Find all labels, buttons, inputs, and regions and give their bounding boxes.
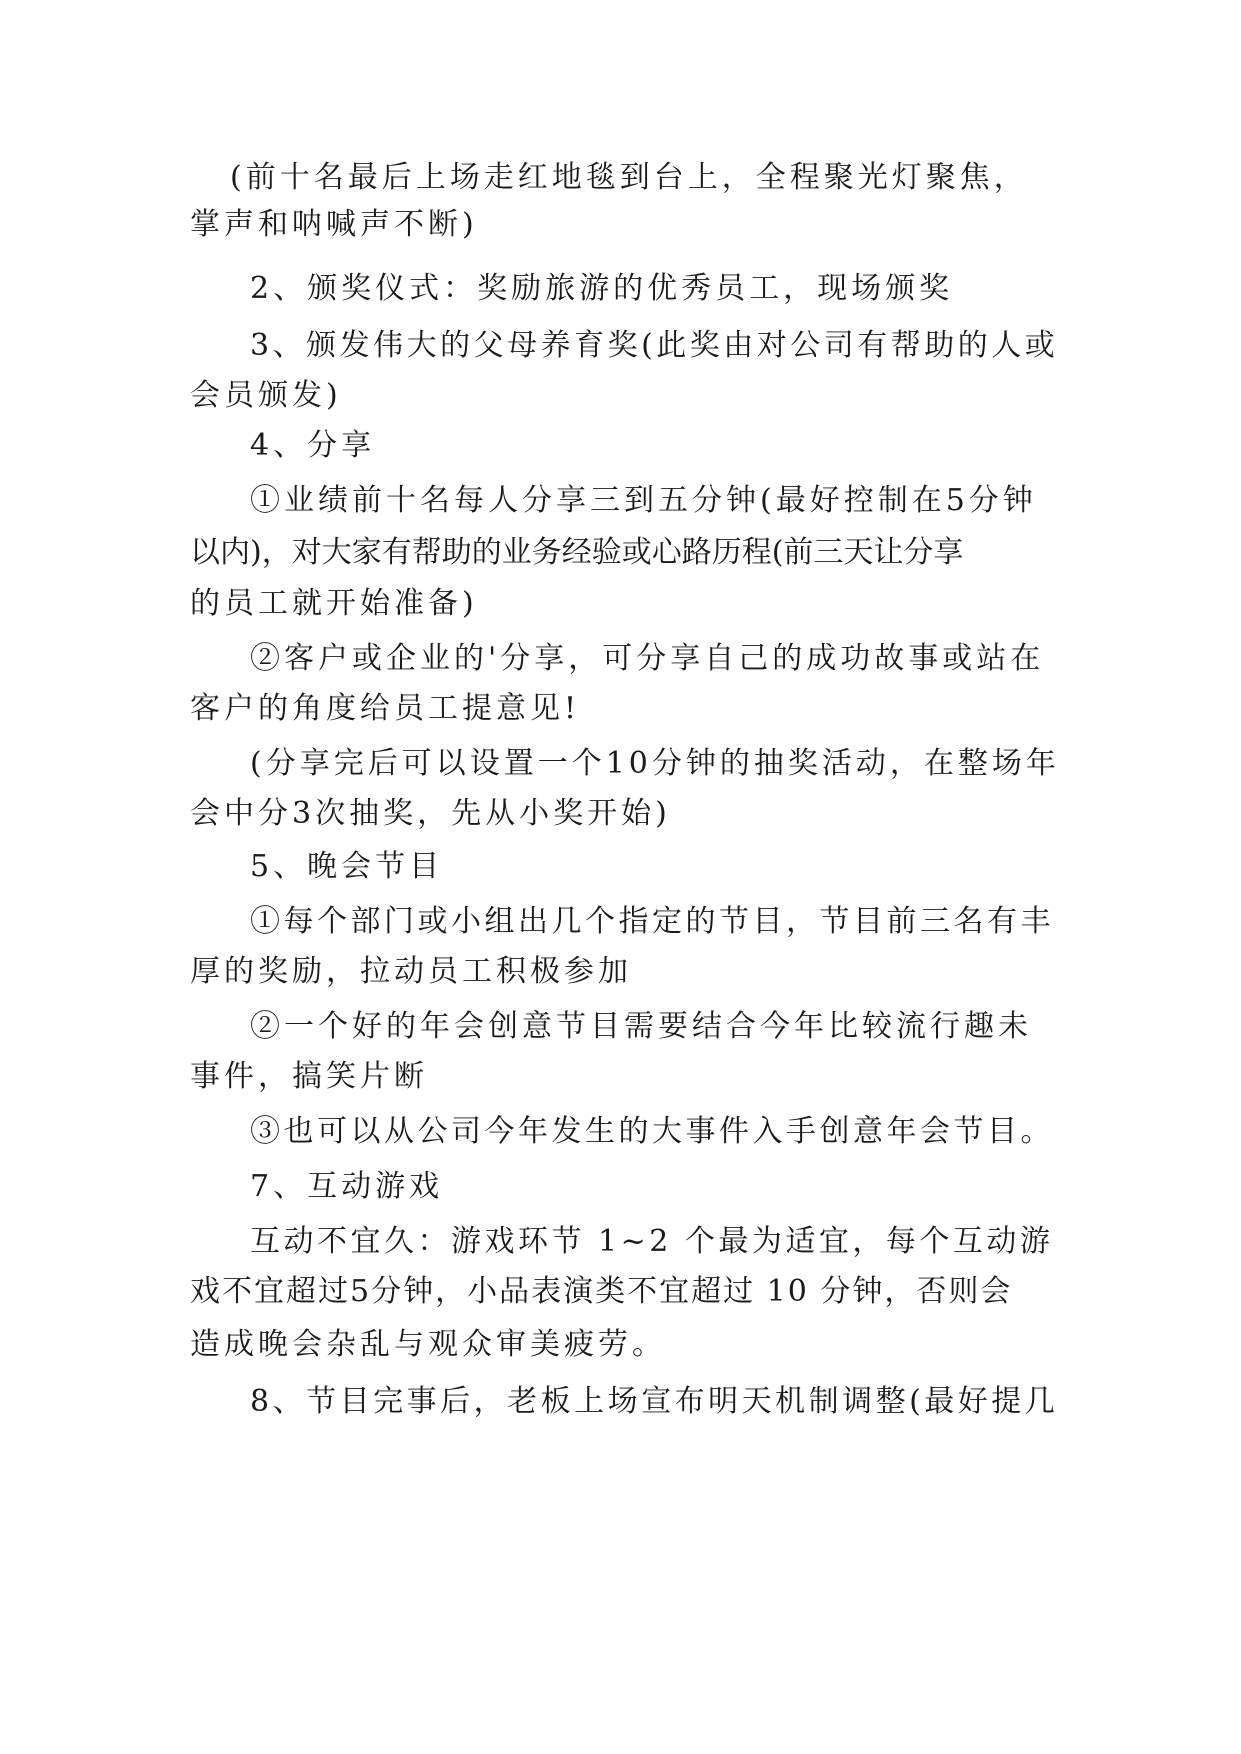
paragraph-line: (前十名最后上场走红地毯到台上，全程聚光灯聚焦，	[230, 160, 1028, 195]
paragraph-line: 的员工就开始准备)	[190, 586, 478, 621]
paragraph-line: 掌声和呐喊声不断)	[190, 207, 478, 242]
paragraph-line: 会中分3次抽奖，先从小奖开始)	[190, 796, 671, 831]
paragraph-line: ③也可以从公司今年发生的大事件入手创意年会节目。	[250, 1114, 1054, 1149]
paragraph-line: 事件，搞笑片断	[190, 1059, 428, 1094]
paragraph-line: ②客户或企业的'分享，可分享自己的成功故事或站在	[250, 641, 1045, 676]
paragraph-line: 以内)，对大家有帮助的业务经验或心路历程(前三天让分享	[190, 535, 964, 570]
paragraph-line: 会员颁发)	[190, 378, 342, 413]
paragraph-line: 厚的奖励，拉动员工积极参加	[190, 954, 632, 989]
paragraph-line: 客户的角度给员工提意见!	[190, 691, 581, 726]
paragraph-line: 2、颁奖仪式：奖励旅游的优秀员工，现场颁奖	[250, 271, 954, 306]
paragraph-line: 互动不宜久：游戏环节 1~2 个最为适宜，每个互动游	[250, 1224, 1054, 1259]
paragraph-line: ②一个好的年会创意节目需要结合今年比较流行趣未	[250, 1009, 1032, 1044]
paragraph-line: 3、颁发伟大的父母养育奖(此奖由对公司有帮助的人或	[250, 328, 1059, 363]
paragraph-line: 7、互动游戏	[250, 1169, 444, 1204]
paragraph-line: (分享完后可以设置一个10分钟的抽奖活动，在整场年	[250, 746, 1060, 781]
paragraph-line: 造成晚会杂乱与观众审美疲劳。	[190, 1327, 666, 1362]
paragraph-line: 8、节目完事后，老板上场宣布明天机制调整(最好提几	[250, 1384, 1059, 1419]
paragraph-line: 4、分享	[250, 428, 376, 463]
paragraph-line: ①每个部门或小组出几个指定的节目，节目前三名有丰	[250, 904, 1054, 939]
paragraph-line: ①业绩前十名每人分享三到五分钟(最好控制在5分钟	[250, 483, 1037, 518]
paragraph-line: 5、晚会节目	[250, 849, 444, 884]
paragraph-line: 戏不宜超过5分钟，小品表演类不宜超过 10 分钟，否则会	[190, 1274, 1013, 1309]
